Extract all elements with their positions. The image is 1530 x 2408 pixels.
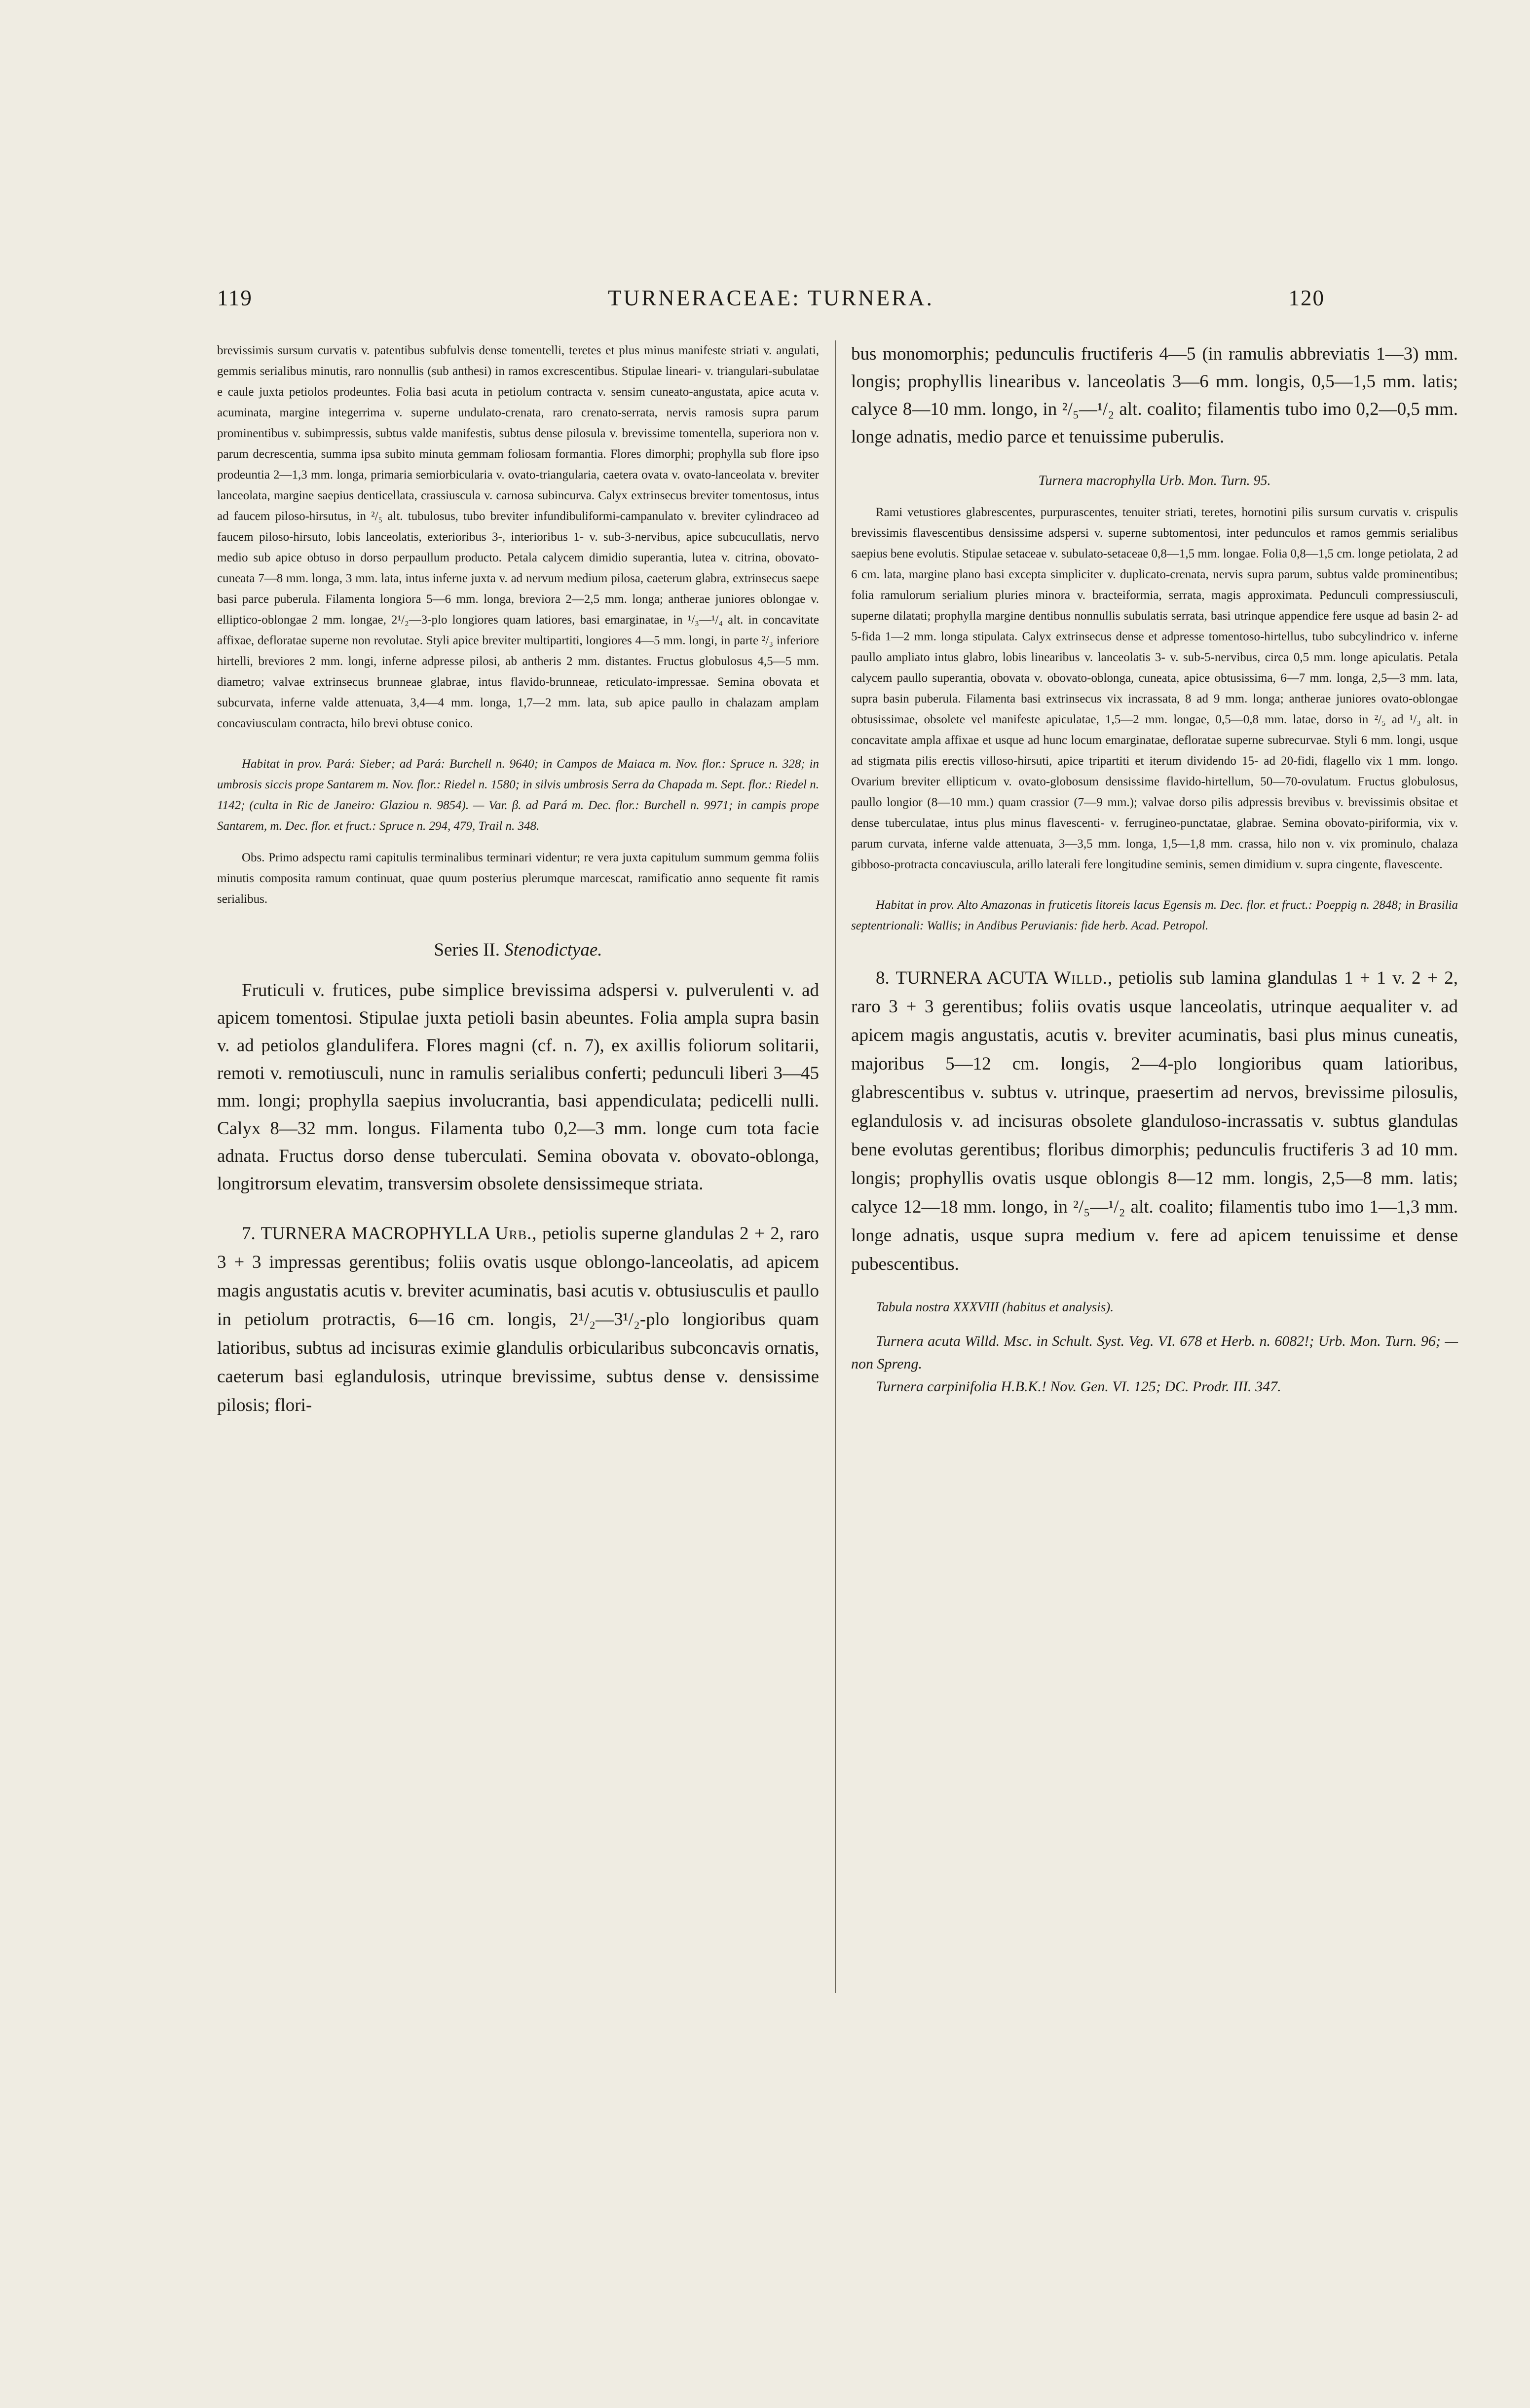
- species-7-title: 7. TURNERA MACROPHYLLA: [242, 1223, 490, 1244]
- page-header: [217, 285, 1325, 320]
- species-8-plate: Tabula nostra XXXVIII (habitus et analysis).: [876, 1299, 1114, 1314]
- species-7-description: Rami vetustiores glabrescentes, purpurascentes, tenuiter striati, teretes, hornotini pilis sursum curvatis v. crispulis brevissimis flavescentibus densissime adspersi v. superne subtomentosi, inter pedunculos et ramos gemmis serialibus saepius bene evolutis. Stipulae setaceae v. subulato-setaceae 0,8—1,5 mm. longae. Folia 0,8—1,5 cm. longe petiolata, 2 ad 6 cm. lata, margine plano basi excepta simpliciter v. duplicato-crenata, nervis supra parum, subtus valde prominentibus; folia ramulorum serialium pluries minora v. bracteiformia, serrata, magis approximata. Pedunculi compressiusculi, superne dilatati; prophylla margine dentibus nonnullis subulatis serrata, basi utrinque appendice fere usque ad basin 2- ad 5-fida 1—2 mm. longa stipulata. Calyx extrinsecus dense et adpresse tomentoso-hirtellus, tubo subcylindrico v. inferne paullo ampliato intus glabro, lobis linearibus v. lanceolatis 3- v. sub-5-nervibus, circa 0,5 mm. longe apiculatis. Petala calycem paullo superantia, obovata v. obovato-oblonga, cuneata, apice obtusissima, 6—7 mm. longa, 2,5—3 mm. lata, supra basin puberula. Filamenta basi extrinsecus vix incrassata, 8 ad 9 mm. longa; antherae juniores ovato-oblongae obtusissimae, obsolete vel manifeste apiculatae, 1,5—2 mm. longae, 0,5—0,8 mm. latae, dorso in ²/₅ ad ¹/₃ alt. in concavitate ampla affixae et usque ad hunc locum emarginatae, defloratae superne subrecurvae. Styli 6 mm. longi, usque ad stigmata pilis erectis villoso-hirsuti, apice tripartiti et iterum dividendo 15- ad 20-fidi, flagello vix 1 mm. longo. Ovarium breviter ellipticum v. ovato-globosum densissime flavido-hirtellum, 50—70-ovulatum. Fructus globulosus, paullo longior (8—10 mm.) quam crassior (7—9 mm.); valvae dorso pilis adpressis brevibus v. brevissimis obsitae et dense tuberculatae, intus plus minus flavescenti- v. ferrugineo-punctatae, glabrae. Semina obovato-piriformia, vix v. parum curvata, inferne valde attenuata, 3—3,5 mm. longa, 1,5—1,8 mm. crassa, hilo non v. vix prominulo, chalaza gibboso-protracta concaviuscula, arillo laterali fere longitudine seminis, semen dimidium v. supra cingente, flavescente.: [851, 506, 1458, 871]
- species-6-observation: Obs. Primo adspectu rami capitulis terminalibus terminari videntur; re vera juxta capitulum summum gemma foliis minutis composita ramum continuat, quae quum posterius plerumque marcescat, ramificatio anno sequente fit ramis serialibus.: [217, 851, 819, 906]
- column-divider: [835, 340, 836, 1993]
- series-name: Stenodictyae.: [504, 940, 602, 960]
- species-7-author: Urb.: [495, 1223, 532, 1244]
- page-number-left: 119: [217, 286, 253, 310]
- series-label: Series II.: [434, 940, 500, 960]
- species-7-habitat: Habitat in prov. Alto Amazonas in fruticetis litoreis lacus Egensis m. Dec. flor. et fruct.: Poeppig n. 2848; in Brasilia septentrionali: Wallis; in Andibus Peruvianis: fide herb. Acad. Petropol.: [851, 898, 1458, 932]
- species-8-reference-1: Turnera acuta Willd. Msc. in Schult. Syst. Veg. VI. 678 et Herb. n. 6082!; Urb. Mon. Turn. 96; — non Spreng.: [851, 1333, 1458, 1372]
- series-description: Fruticuli v. frutices, pube simplice brevissima adspersi v. pulverulenti v. ad apicem tomentosi. Stipulae juxta petioli basin abeuntes. Folia ampla supra basin v. ad petiolos glandulifera. Flores magni (cf. n. 7), ex axillis foliorum solitarii, remoti v. remotiusculi, nunc in ramulis serialibus conferti; pedunculi liberi 3—45 mm. longi; prophylla saepius involucrantia, basi appendiculata; pedicelli nulli. Calyx 8—32 mm. longus. Filamenta tubo 0,2—3 mm. longe cum tota facie adnata. Fructus dorso dense tuberculati. Semina obovata v. obovato-oblonga, longitrorsum elevatim, transversim obsolete densissimeque striata.: [217, 980, 819, 1194]
- species-8-diagnosis-text: , petiolis sub lamina glandulas 1 + 1 v. 2 + 2, raro 3 + 3 gerentibus; foliis ovatis usque lanceolatis, utrinque aequaliter v. ad apicem magis angustatis, acutis v. breviter acuminatis, basi plus minus cuneatis, majoribus 5—12 cm. longis, 2—4-plo longioribus quam latioribus, glabrescentibus v. subtus v. utrinque, praesertim ad nervos, brevissime pilosulis, eglandulosis v. ad incisuras obsolete glanduloso-incrassatis v. subtus glandulas bene evolutas gerentibus; floribus dimorphis; pedunculis fructiferis 3 ad 10 mm. longis; prophyllis ovatis usque oblongis 8—12 mm. longis, 2,5—8 mm. latis; calyce 12—18 mm. longo, in ²/₅—¹/₂ alt. coalito; filamentis tubo imo 1—1,3 mm. longe adnatis, usque supra medium v. fere ad apicem tenuissime et dense pubescentibus.: [851, 968, 1458, 1274]
- species-8-author: Willd.: [1053, 968, 1108, 988]
- species-6-habitat: Habitat in prov. Pará: Sieber; ad Pará: Burchell n. 9640; in Campos de Maiaca m. Nov. flor.: Spruce n. 328; in umbrosis siccis prope Santarem m. Nov. flor.: Riedel n. 1580; in silvis umbrosis Serra da Chapada m. Sept. flor.: Riedel n. 1142; (culta in Ric de Janeiro: Glaziou n. 9854). — Var. β. ad Pará m. Dec. flor.: Burchell n. 9971; in campis prope Santarem, m. Dec. flor. et fruct.: Spruce n. 294, 479, Trail n. 348.: [217, 757, 819, 833]
- series-heading: [217, 936, 819, 964]
- species-8-reference-2: Turnera carpinifolia H.B.K.! Nov. Gen. VI. 125; DC. Prodr. III. 347.: [876, 1378, 1281, 1395]
- species-7-reference: Turnera macrophylla Urb. Mon. Turn. 95.: [1038, 473, 1271, 488]
- species-6-description: brevissimis sursum curvatis v. patentibus subfulvis dense tomentelli, teretes et plus minus manifeste striati v. angulati, gemmis serialibus minutis, raro nonnullis (sub anthesi) in ramos excrescentibus. Stipulae lineari- v. triangulari-subulatae e caule juxta petiolos prodeuntes. Folia basi acuta in petiolum contracta v. sensim cuneato-angustata, apice acuta v. acuminata, margine integerrima v. superne undulato-crenata, raro crenato-serrata, nervis ramosis supra parum prominentibus v. subimpressis, subtus valde manifestis, subtus dense pilosula v. brevissime tomentella, superiora non v. parum decrescentia, summa ipsa subito minuta gemmam foliosam formantia. Flores dimorphi; prophylla sub flore ipso prodeuntia 2—1,3 mm. longa, primaria semiorbicularia v. ovato-triangularia, caetera ovata v. ovato-lanceolata v. breviter lanceolata, margine saepius denticellata, crassiuscula v. carnosa subincurva. Calyx extrinsecus breviter tomentosus, intus ad faucem piloso-hirsutus, in ²/₅ alt. tubulosus, tubo breviter infundibuliformi-campanulato v. breviter cylindraceo ad faucem piloso-hirsuto, lobis lanceolatis, exterioribus 3-, interioribus 1- v. sub-3-nervibus, apice subcucullatis, nervo medio sub apice obtuso in dorso perpaullum producto. Petala calycem dimidio superantia, lutea v. citrina, obovato-cuneata 7—8 mm. longa, 3 mm. lata, intus inferne juxta v. ad nervum medium pilosa, caeterum glabra, extrinsecus saepe basi parce puberula. Filamenta longiora 5—6 mm. longa, breviora 2—2,5 mm. longa; antherae juniores oblongae v. elliptico-oblongae 2 mm. longae, 2¹/₂—3-plo longiores quam latiores, basi emarginatae, in ¹/₃—¹/₄ alt. in concavitate affixae, defloratae superne non revolutae. Styli apice breviter multipartiti, longiores 4—5 mm. longi, in parte ²/₃ inferiore hirtelli, breviores 2 mm. longi, inferne adpresse pilosi, ab antheris 2 mm. distantes. Fructus globulosus 4,5—5 mm. diametro; valvae extrinsecus brunneae glabrae, intus flavido-brunneae, reticulato-impressae. Semina obovata et subcurvata, inferne valde attenuata, 3,4—4 mm. longa, 1,7—2 mm. lata, sub apice paullo in chalazam amplam concaviusculam contracta, hilo brevi obtuse conico.: [217, 344, 819, 730]
- running-title: TURNERACEAE: TURNERA.: [608, 286, 934, 310]
- right-column: [851, 340, 1458, 1398]
- page-number-right: 120: [1288, 286, 1325, 310]
- species-7-diagnosis: [217, 1220, 819, 1420]
- species-8-title: 8. TURNERA ACUTA: [876, 968, 1047, 988]
- species-7-diagnosis-text: , petiolis superne glandulas 2 + 2, raro 3 + 3 impressas gerentibus; foliis ovatis usque oblongo-lanceolatis, ad apicem magis angustatis acutis v. breviter acuminatis, basi acutis v. obtusiusculis et paullo in petiolum protractis, 6—16 cm. longis, 2¹/₂—3¹/₂-plo longioribus quam latioribus, subtus ad incisuras eximie glandulis orbicularibus subconcavis ornatis, caeterum basi eglandulosis, utrinque brevissime, subtus dense v. densissime pilosis; flori-: [217, 1223, 820, 1415]
- species-8-diagnosis: [851, 964, 1458, 1279]
- species-7-diagnosis-continued: bus monomorphis; pedunculis fructiferis 4—5 (in ramulis abbreviatis 1—3) mm. longis; prophyllis linearibus v. lanceolatis 3—6 mm. longis, 0,5—1,5 mm. latis; calyce 8—10 mm. longo, in ²/₅—¹/₂ alt. coalito; filamentis tubo imo 0,2—0,5 mm. longe adnatis, medio parce et tenuissime puberulis.: [851, 344, 1458, 447]
- left-column: [217, 340, 819, 1420]
